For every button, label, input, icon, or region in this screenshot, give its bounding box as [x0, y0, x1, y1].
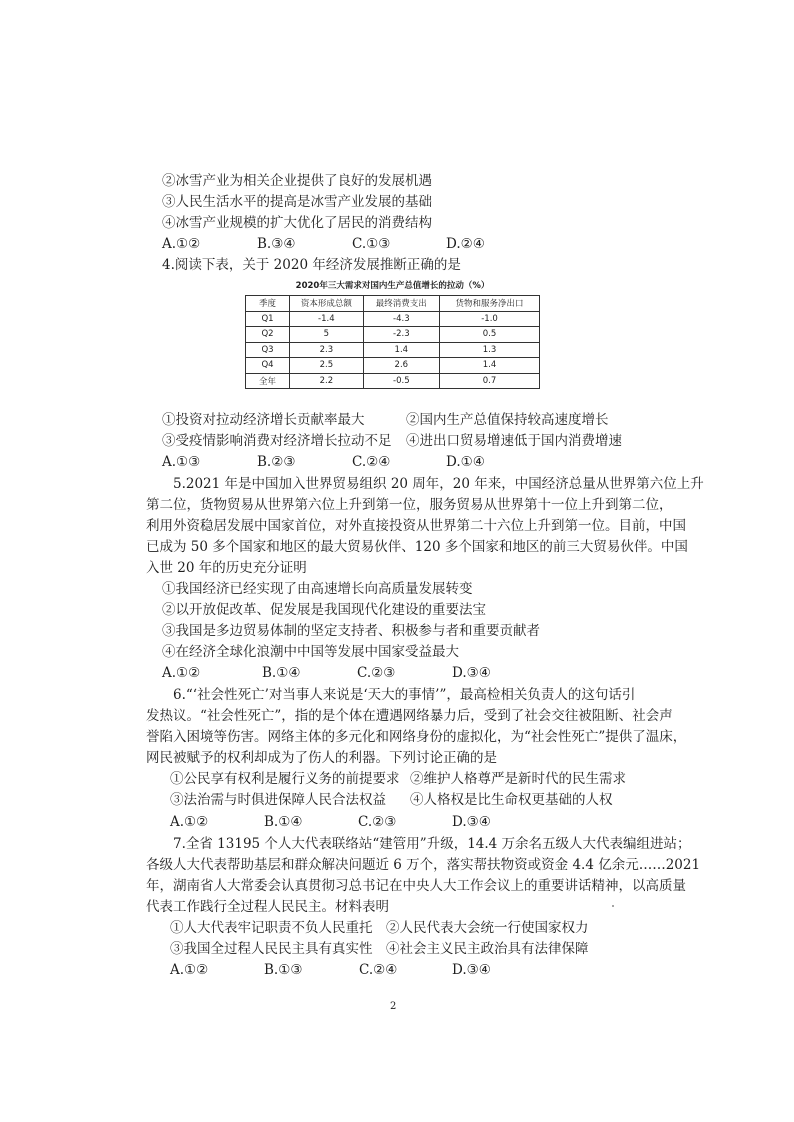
q5-statement-1: ①我国经济已经实现了由高速增长向高质量发展转变: [162, 581, 473, 597]
q3-option-a: A.①②: [162, 236, 201, 252]
q7-option-c: C.②④: [359, 962, 398, 978]
table-cell: -1.0: [440, 311, 540, 327]
q6-statement-2: ②维护人格尊严是新时代的民生需求: [410, 771, 626, 787]
q4-statement-1: ①投资对拉动经济增长贡献率最大: [162, 412, 365, 428]
q7-option-b: B.①③: [264, 962, 303, 978]
page-number: 2: [390, 1001, 397, 1012]
q3-option-b: B.③④: [257, 236, 296, 252]
q5-stem-line-2: 第二位，货物贸易从世界第六位上升到第一位，服务贸易从世界第十一位上升到第二位，: [146, 497, 673, 513]
q4-statement-3: ③受疫情影响消费对经济增长拉动不足: [162, 433, 392, 449]
q4-table-title: 2020年三大需求对国内生产总值增长的拉动（%）: [295, 281, 490, 291]
q5-stem-line-5: 入世 20 年的历史充分证明: [146, 560, 307, 576]
q6-stem-line-3: 誉陷入困境等伤害。网络主体的多元化和网络身份的虚拟化，为“社会性死亡”提供了温床，: [146, 729, 687, 745]
table-row: [246, 358, 540, 374]
table-row: [246, 342, 540, 358]
q3-statement-3: ③人民生活水平的提高是冰雪产业发展的基础: [162, 194, 432, 210]
q5-statement-4: ④在经济全球化浪潮中中国等发展中国家受益最大: [162, 644, 459, 660]
table-cell: 5: [290, 327, 364, 343]
table-cell: 0.5: [440, 327, 540, 343]
q3-option-c: C.①③: [352, 236, 391, 252]
q7-stem-line-4: 代表工作践行全过程人民民主。材料表明: [146, 899, 389, 915]
q4-option-b: B.②③: [257, 454, 296, 470]
q7-stem-line-1: 7.全省 13195 个人大代表联络站“建管用”升级，14.4 万余名五级人大代表编组进站；: [173, 836, 691, 852]
q6-stem-line-1: 6.“‘社会性死亡’对当事人来说是‘天大的事情’”，最高检相关负责人的这句话引: [173, 687, 636, 703]
q5-option-a: A.①②: [162, 665, 201, 681]
q7-statement-4: ④社会主义民主政治具有法律保障: [386, 941, 589, 957]
q5-statement-2: ②以开放促改革、促发展是我国现代化建设的重要法宝: [162, 602, 486, 618]
q6-statement-3: ③法治需与时俱进保障人民合法权益: [170, 792, 386, 808]
q7-stem-line-3: 年，湖南省人大常委会认真贯彻习总书记在中央人大工作会议上的重要讲话精神，以高质量: [146, 878, 686, 894]
q5-option-d: D.③④: [452, 665, 491, 681]
q4-statement-2: ②国内生产总值保持较高速度增长: [406, 412, 609, 428]
q7-statement-3: ③我国全过程人民民主具有真实性: [170, 941, 373, 957]
q7-statement-2: ②人民代表大会统一行使国家权力: [386, 920, 589, 936]
q7-stem-line-2: 各级人大代表帮助基层和群众解决问题近 6 万个，落实帮扶物资或资金 4.4 亿余元……2021: [146, 857, 701, 873]
table-cell: 1.4: [363, 342, 439, 358]
table-cell: 2.6: [363, 358, 439, 374]
table-header-cell: 资本形成总额: [290, 296, 364, 312]
q4-option-d: D.①④: [446, 454, 485, 470]
q4-stem: 4.阅读下表，关于 2020 年经济发展推断正确的是: [162, 257, 461, 273]
q3-option-d: D.②④: [446, 236, 485, 252]
q5-option-c: C.②③: [357, 665, 396, 681]
q5-option-b: B.①④: [262, 665, 301, 681]
q6-stem-line-2: 发热议。“社会性死亡”，指的是个体在遭遇网络暴力后，受到了社会交往被阻断、社会声: [146, 708, 673, 724]
q6-statement-4: ④人格权是比生命权更基础的人权: [410, 792, 613, 808]
table-header-cell: 货物和服务净出口: [440, 296, 540, 312]
table-row: [246, 327, 540, 343]
table-row: [246, 311, 540, 327]
q6-option-b: B.①④: [264, 814, 303, 830]
q7-option-a: A.①②: [170, 962, 209, 978]
q6-stem-line-4: 网民被赋予的权利却成为了伤人的利器。下列讨论正确的是: [146, 750, 497, 766]
table-cell: 2.3: [290, 342, 364, 358]
table-cell: 全年: [246, 373, 290, 389]
q5-stem-line-1: 5.2021 年是中国加入世界贸易组织 20 周年，20 年来，中国经济总量从世界第六位上升: [173, 476, 704, 492]
table-cell: 2.2: [290, 373, 364, 389]
q5-stem-line-3: 利用外资稳居发展中国家首位，对外直接投资从世界第二十六位上升到第一位。目前，中国: [146, 518, 686, 534]
table-cell: Q3: [246, 342, 290, 358]
q6-option-d: D.③④: [452, 814, 491, 830]
table-row: [246, 373, 540, 389]
q4-statement-4: ④进出口贸易增速低于国内消费增速: [406, 433, 622, 449]
table-cell: Q1: [246, 311, 290, 327]
table-header-cell: 季度: [246, 296, 290, 312]
table-cell: 1.3: [440, 342, 540, 358]
q7-option-d: D.③④: [452, 962, 491, 978]
q3-statement-2: ②冰雪产业为相关企业提供了良好的发展机遇: [162, 173, 432, 189]
q6-statement-1: ①公民享有权利是履行义务的前提要求: [170, 771, 400, 787]
table-cell: 0.7: [440, 373, 540, 389]
q6-option-c: C.②③: [358, 814, 397, 830]
table-header-cell: 最终消费支出: [363, 296, 439, 312]
q6-option-a: A.①②: [170, 814, 209, 830]
table-cell: -0.5: [363, 373, 439, 389]
table-cell: -2.3: [363, 327, 439, 343]
q4-data-table: [245, 295, 540, 389]
q4-option-a: A.①③: [162, 454, 201, 470]
q7-statement-1: ①人大代表牢记职责不负人民重托: [170, 920, 373, 936]
table-cell: -1.4: [290, 311, 364, 327]
table-cell: Q4: [246, 358, 290, 374]
table-cell: 1.4: [440, 358, 540, 374]
q4-option-c: C.②④: [352, 454, 391, 470]
table-header-row: [246, 296, 540, 312]
scan-speck: [612, 905, 614, 907]
table-cell: Q2: [246, 327, 290, 343]
table-cell: -4.3: [363, 311, 439, 327]
q5-statement-3: ③我国是多边贸易体制的坚定支持者、积极参与者和重要贡献者: [162, 623, 540, 639]
q5-stem-line-4: 已成为 50 多个国家和地区的最大贸易伙伴、120 多个国家和地区的前三大贸易伙伴。中国: [146, 539, 688, 555]
q3-statement-4: ④冰雪产业规模的扩大优化了居民的消费结构: [162, 215, 432, 231]
table-cell: 2.5: [290, 358, 364, 374]
